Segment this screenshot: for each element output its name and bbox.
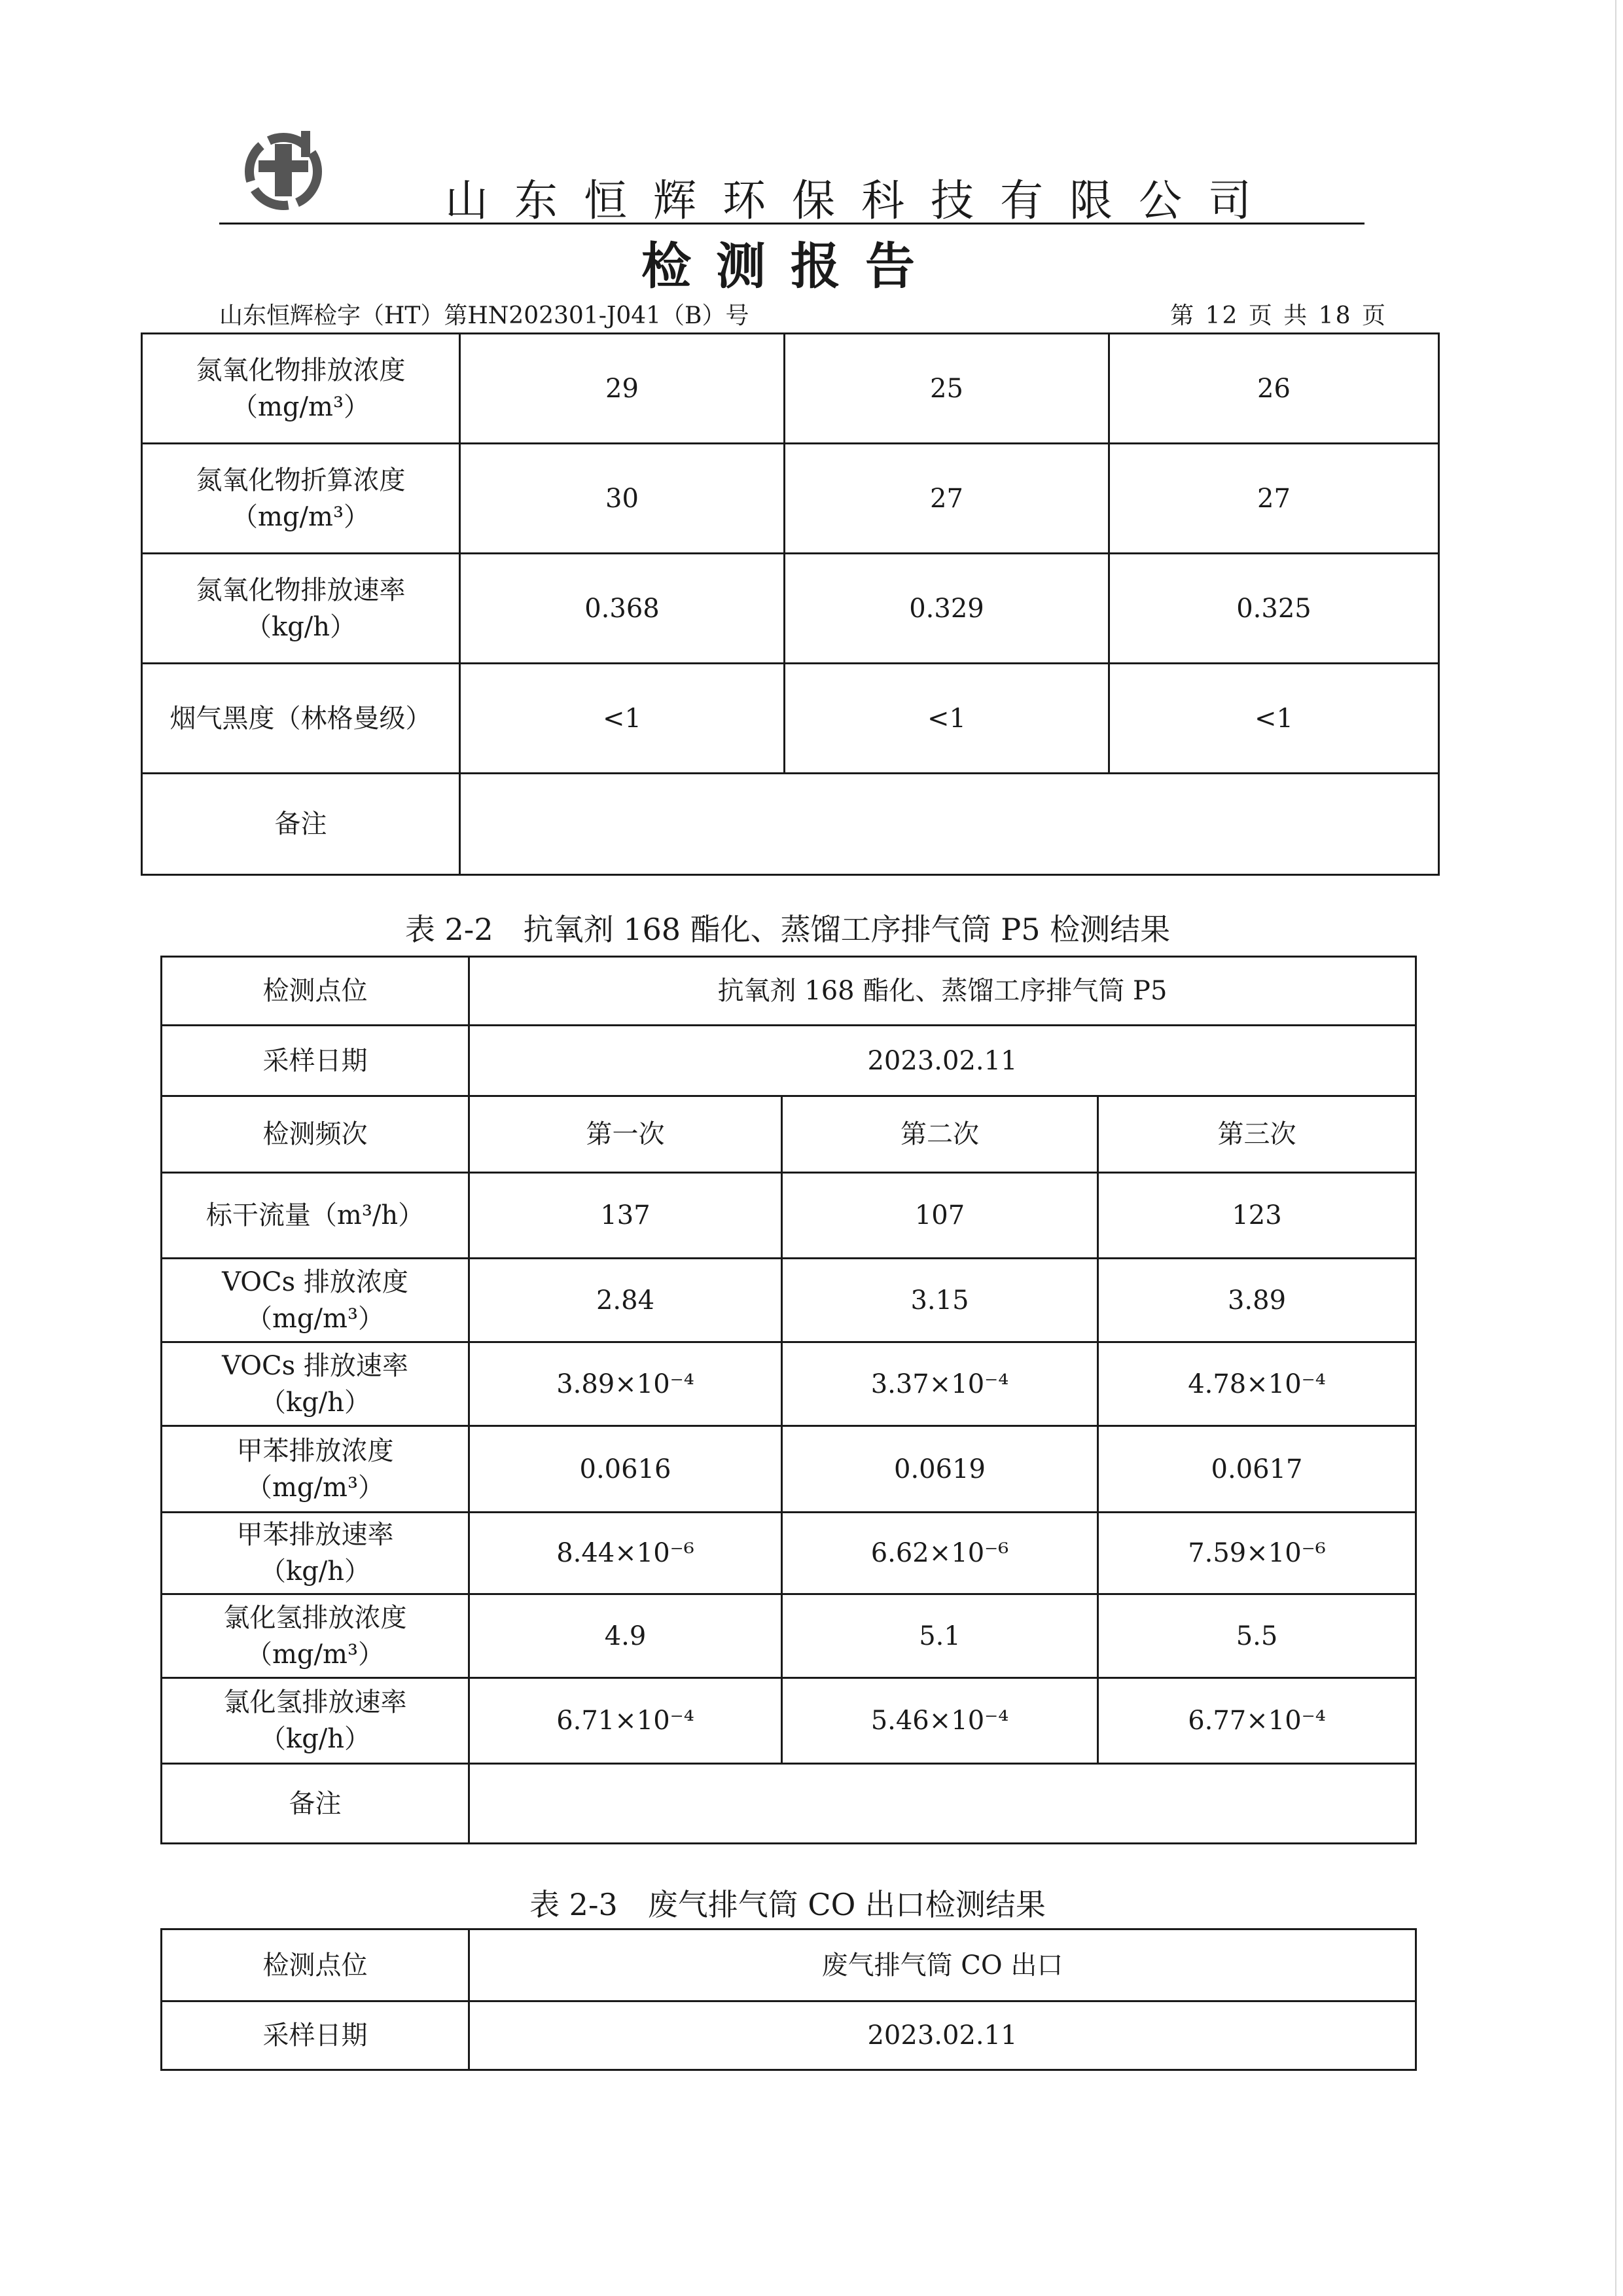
row-label: 烟气黑度（林格曼级） <box>142 664 460 774</box>
value-cell: 6.77×10⁻⁴ <box>1098 1678 1416 1764</box>
value-cell: <1 <box>785 664 1109 774</box>
point-label: 检测点位 <box>162 957 469 1026</box>
table-row <box>162 1026 1416 1096</box>
table-row <box>142 664 1439 774</box>
value-cell: 123 <box>1098 1173 1416 1259</box>
date-value: 2023.02.11 <box>469 1026 1416 1096</box>
page-number: 第 12 页 共 18 页 <box>1170 302 1387 329</box>
value-cell: 4.9 <box>469 1594 782 1678</box>
row-label: VOCs 排放速率 （kg/h） <box>162 1342 469 1426</box>
report-title: 检测报告 <box>641 237 940 295</box>
table-2-2-caption: 表 2-2 抗氧剂 168 酯化、蒸馏工序排气筒 P5 检测结果 <box>404 912 1171 947</box>
value-cell: 6.71×10⁻⁴ <box>469 1678 782 1764</box>
value-cell: <1 <box>460 664 785 774</box>
value-cell: 0.0619 <box>782 1426 1098 1513</box>
value-cell: 107 <box>782 1173 1098 1259</box>
value-cell: 3.37×10⁻⁴ <box>782 1342 1098 1426</box>
value-cell: 2.84 <box>469 1259 782 1342</box>
row-label: 氮氧化物排放速率 （kg/h） <box>142 554 460 664</box>
table-row <box>142 334 1439 444</box>
freq-cell: 第一次 <box>469 1096 782 1173</box>
value-cell: 0.325 <box>1109 554 1439 664</box>
value-cell: 30 <box>460 444 785 554</box>
row-label: 氮氧化物折算浓度 （mg/m³） <box>142 444 460 554</box>
value-cell: 27 <box>785 444 1109 554</box>
table-row <box>162 1096 1416 1173</box>
remark-label: 备注 <box>142 774 460 875</box>
table-row <box>162 1929 1416 2001</box>
value-cell: 8.44×10⁻⁶ <box>469 1513 782 1594</box>
value-cell: 25 <box>785 334 1109 444</box>
value-cell: 0.329 <box>785 554 1109 664</box>
point-label: 检测点位 <box>162 1929 469 2001</box>
point-value: 抗氧剂 168 酯化、蒸馏工序排气筒 P5 <box>469 957 1416 1026</box>
remark-row <box>162 1764 1416 1844</box>
table-row <box>162 1678 1416 1764</box>
table-row <box>142 554 1439 664</box>
value-cell: 0.0616 <box>469 1426 782 1513</box>
table-row <box>162 1259 1416 1342</box>
freq-label: 检测频次 <box>162 1096 469 1173</box>
row-label: VOCs 排放浓度 （mg/m³） <box>162 1259 469 1342</box>
value-cell: 29 <box>460 334 785 444</box>
table-row <box>162 1342 1416 1426</box>
table-row <box>162 1594 1416 1678</box>
value-cell: 3.89 <box>1098 1259 1416 1342</box>
table-2-3 <box>160 1928 1417 2071</box>
value-cell: <1 <box>1109 664 1439 774</box>
value-cell: 5.46×10⁻⁴ <box>782 1678 1098 1764</box>
value-cell: 3.89×10⁻⁴ <box>469 1342 782 1426</box>
row-label: 标干流量（m³/h） <box>162 1173 469 1259</box>
value-cell: 3.15 <box>782 1259 1098 1342</box>
report-number: 山东恒辉检字（HT）第HN202301-J041（B）号 <box>219 302 749 329</box>
table-2-2 <box>160 956 1417 1844</box>
value-cell: 0.0617 <box>1098 1426 1416 1513</box>
table-row <box>162 2001 1416 2070</box>
row-label: 氯化氢排放浓度 （mg/m³） <box>162 1594 469 1678</box>
point-value: 废气排气筒 CO 出口 <box>469 1929 1416 2001</box>
value-cell: 27 <box>1109 444 1439 554</box>
row-label: 甲苯排放浓度 （mg/m³） <box>162 1426 469 1513</box>
value-cell: 26 <box>1109 334 1439 444</box>
value-cell: 5.5 <box>1098 1594 1416 1678</box>
remark-label: 备注 <box>162 1764 469 1844</box>
table-row <box>162 1173 1416 1259</box>
row-label: 氮氧化物排放浓度 （mg/m³） <box>142 334 460 444</box>
date-label: 采样日期 <box>162 2001 469 2070</box>
date-value: 2023.02.11 <box>469 2001 1416 2070</box>
remark-value <box>460 774 1439 875</box>
row-label: 氯化氢排放速率 （kg/h） <box>162 1678 469 1764</box>
remark-row <box>142 774 1439 875</box>
table-2-3-caption: 表 2-3 废气排气筒 CO 出口检测结果 <box>529 1887 1046 1922</box>
freq-cell: 第二次 <box>782 1096 1098 1173</box>
table-row <box>162 1426 1416 1513</box>
company-logo <box>239 124 337 216</box>
scan-edge <box>1615 0 1616 2296</box>
value-cell: 7.59×10⁻⁶ <box>1098 1513 1416 1594</box>
table-row <box>162 1513 1416 1594</box>
table-row <box>142 444 1439 554</box>
remark-value <box>469 1764 1416 1844</box>
row-label: 甲苯排放速率 （kg/h） <box>162 1513 469 1594</box>
table-row <box>162 957 1416 1026</box>
freq-cell: 第三次 <box>1098 1096 1416 1173</box>
header-rule <box>219 223 1364 224</box>
value-cell: 6.62×10⁻⁶ <box>782 1513 1098 1594</box>
company-name: 山东恒辉环保科技有限公司 <box>445 175 1277 226</box>
value-cell: 5.1 <box>782 1594 1098 1678</box>
value-cell: 4.78×10⁻⁴ <box>1098 1342 1416 1426</box>
value-cell: 0.368 <box>460 554 785 664</box>
value-cell: 137 <box>469 1173 782 1259</box>
table-continued <box>141 332 1440 876</box>
date-label: 采样日期 <box>162 1026 469 1096</box>
